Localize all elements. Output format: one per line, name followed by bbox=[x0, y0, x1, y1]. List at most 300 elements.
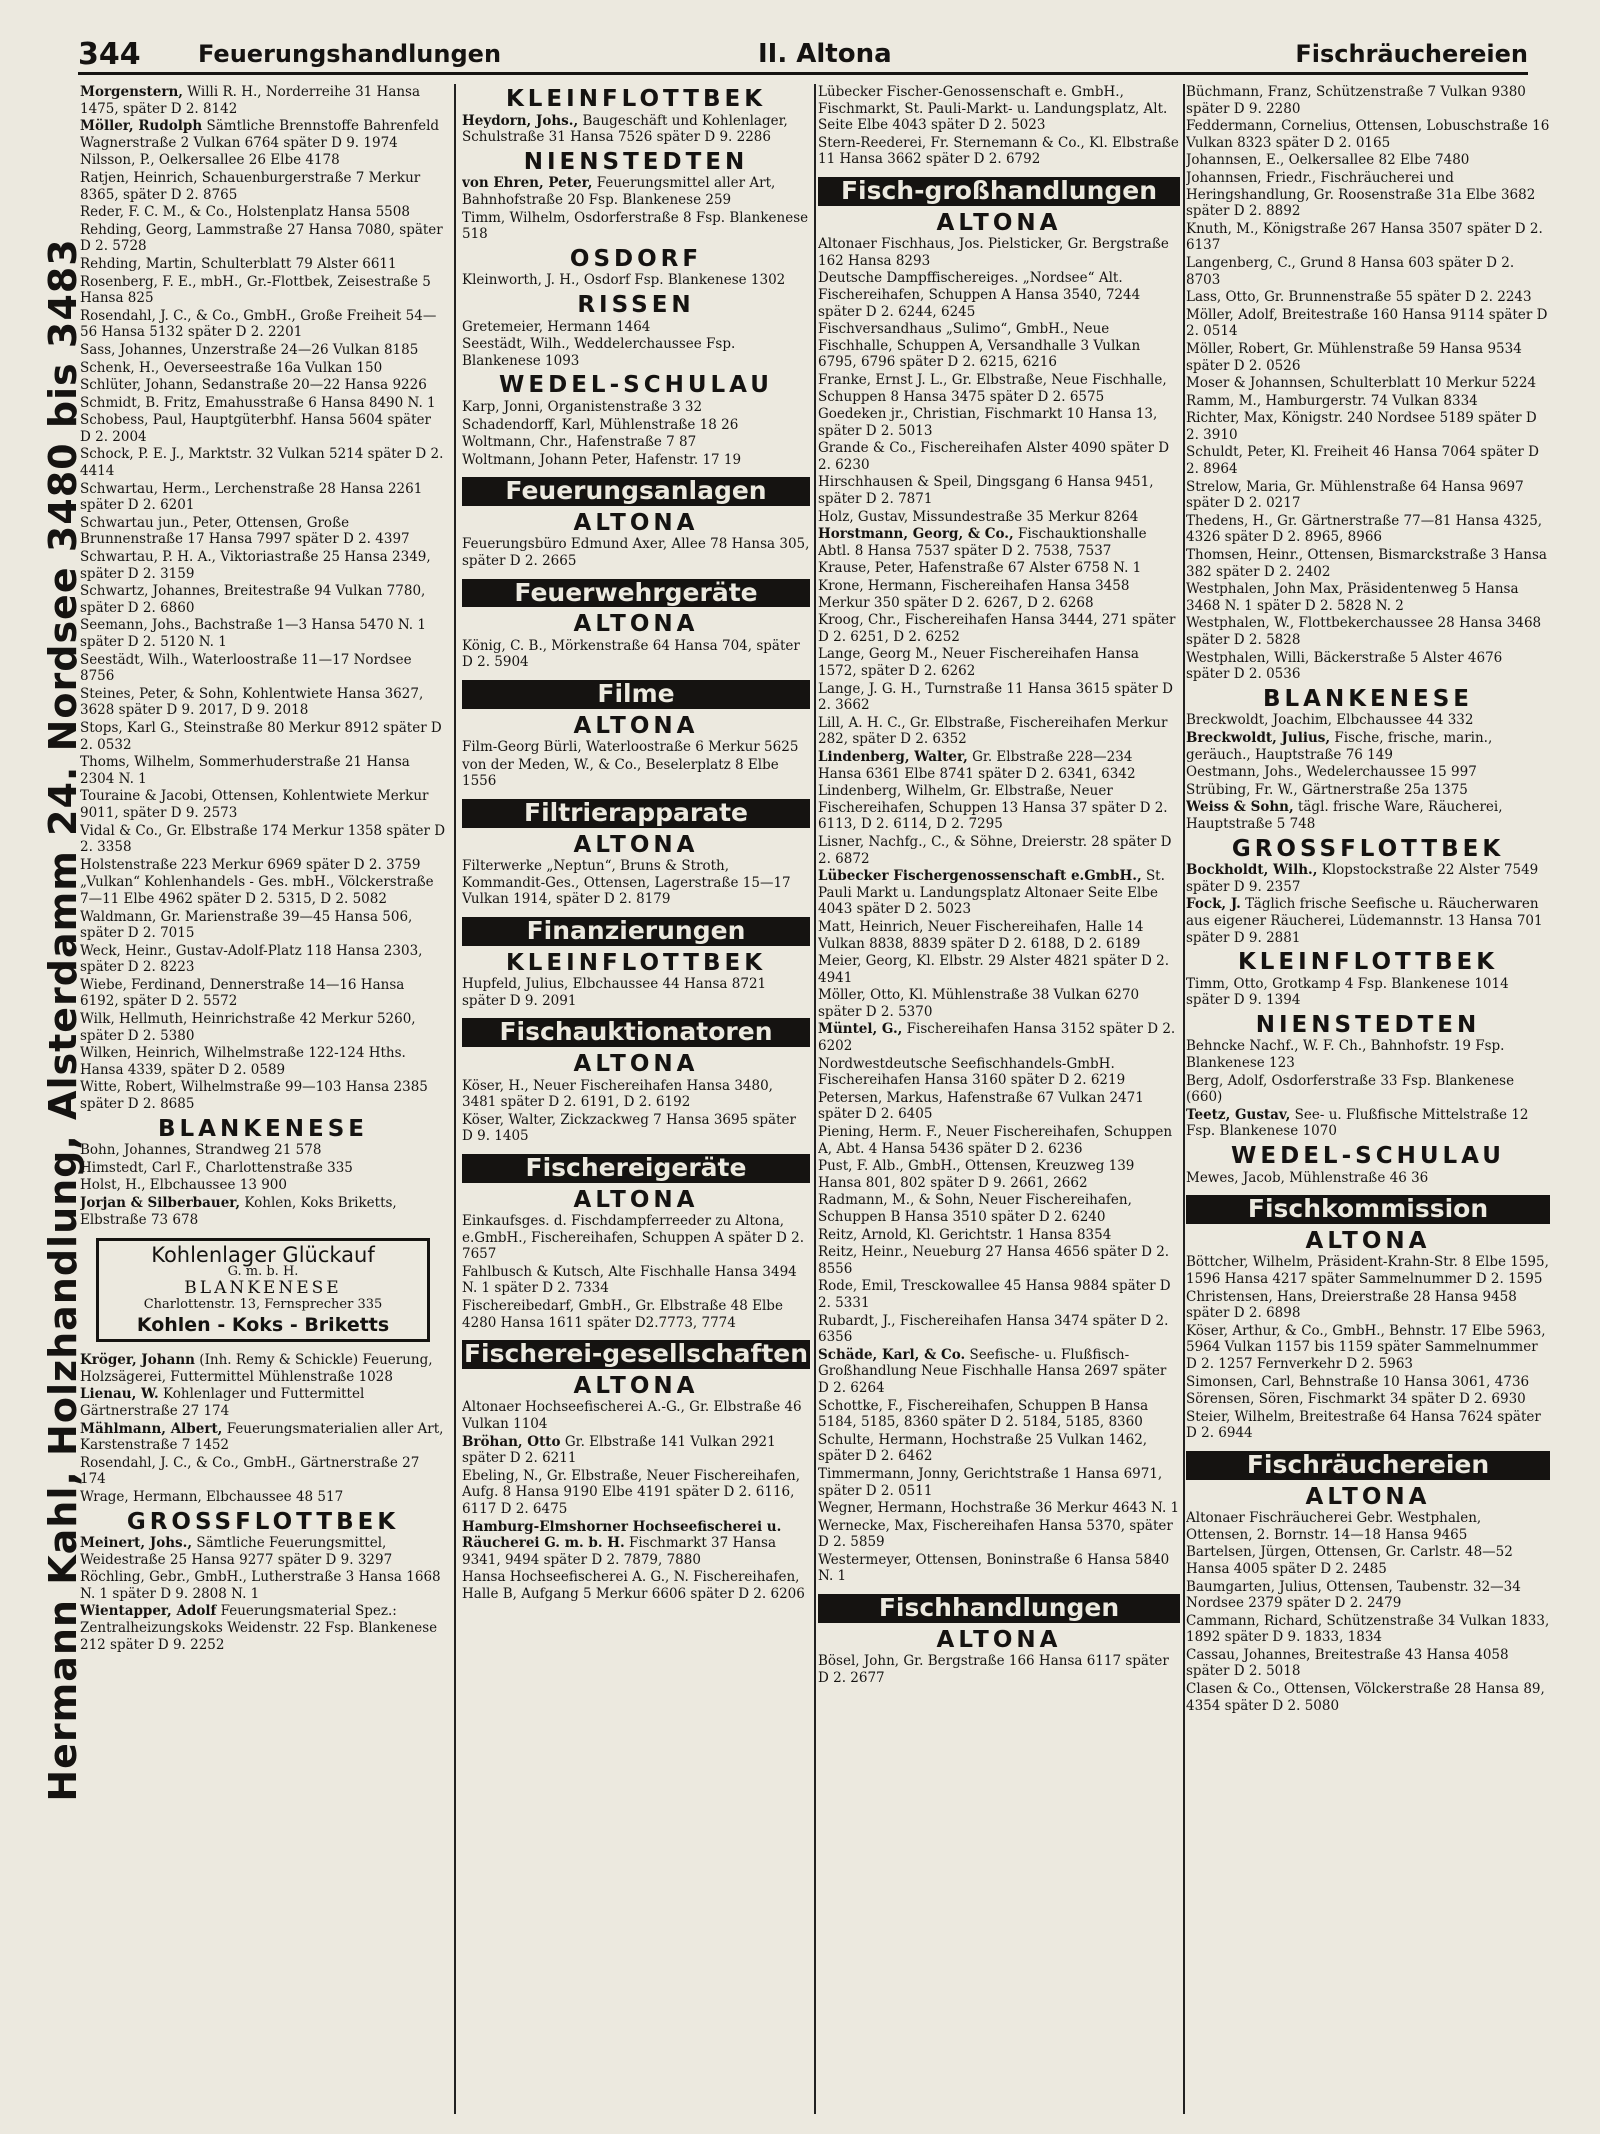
entry-text: Moser & Johannsen, Schulterblatt 10 Merkur 5224 bbox=[1186, 375, 1537, 392]
directory-entry bbox=[462, 1112, 810, 1145]
ad-line: G. m. b. H. bbox=[227, 1263, 299, 1279]
entry-text: Woltmann, Johann Peter, Hafenstr. 17 19 bbox=[462, 451, 742, 468]
entry-text: Franke, Ernst J. L., Gr. Elbstraße, Neue Fischhalle, Schuppen 8 Hansa 3475 später D 2. 6575 bbox=[818, 371, 1167, 405]
directory-entry bbox=[818, 526, 1180, 559]
directory-entry bbox=[1186, 1374, 1550, 1391]
directory-entry bbox=[1186, 255, 1550, 288]
category-title: Fischräuchereien bbox=[1295, 40, 1528, 68]
directory-entry bbox=[1186, 307, 1550, 340]
directory-entry bbox=[818, 1552, 1180, 1585]
entry-text: Ebeling, N., Gr. Elbstraße, Neuer Fischereihafen, Aufg. 8 Hansa 9190 Elbe 4191 später D 2. 6116, 6117 D 2. 6475 bbox=[462, 1467, 801, 1517]
directory-entry bbox=[1186, 799, 1550, 832]
page-header bbox=[78, 36, 1528, 75]
directory-entry bbox=[818, 919, 1180, 952]
entry-name-bold: Horstmann, Georg, & Co., bbox=[818, 526, 1014, 543]
entry-text: Thomsen, Heinr., Ottensen, Bismarckstraße 3 Hansa 382 später D 2. 2402 bbox=[1186, 547, 1547, 580]
directory-entry bbox=[80, 1386, 446, 1419]
entry-text: Sämtliche Feuerungsmittel, Weidestraße 25 Hansa 9277 später D 9. 3297 bbox=[80, 1535, 393, 1568]
directory-entry bbox=[818, 1347, 1180, 1397]
directory-entry bbox=[1186, 896, 1550, 946]
entry-text: von der Meden, W., & Co., Beselerplatz 8 Elbe 1556 bbox=[462, 756, 779, 790]
directory-entry bbox=[80, 583, 446, 616]
column-divider bbox=[454, 84, 456, 2114]
directory-entry bbox=[462, 638, 810, 671]
town-heading: ALTONA bbox=[936, 1626, 1062, 1653]
entry-name-bold: Kröger, Johann bbox=[80, 1352, 195, 1369]
category-heading: Filtrierapparate bbox=[462, 799, 810, 828]
directory-entry bbox=[80, 308, 446, 341]
entry-text: Einkaufsges. d. Fischdampferreeder zu Altona, e.GmbH., Fischereihafen, Schuppen A später D 2. 7657 bbox=[462, 1213, 805, 1263]
category-heading: Fisch-großhandlungen bbox=[818, 177, 1180, 206]
entry-name-bold: Lübecker Fischergenossenschaft e.GmbH., bbox=[818, 868, 1142, 885]
entry-text: Lisner, Nachfg., C., & Söhne, Dreierstr. 28 später D 2. 6872 bbox=[818, 833, 1172, 867]
town-heading: WEDEL-SCHULAU bbox=[499, 372, 773, 399]
directory-entry bbox=[1186, 1579, 1550, 1612]
directory-entry bbox=[1186, 782, 1550, 799]
town-heading: BLANKENESE bbox=[1262, 685, 1473, 712]
entry-name-bold: Jorjan & Silberbauer, bbox=[80, 1195, 241, 1211]
column-divider bbox=[814, 84, 816, 2114]
directory-entry bbox=[462, 1519, 810, 1569]
town-heading: KLEINFLOTTBEK bbox=[505, 949, 767, 976]
directory-entry bbox=[1186, 410, 1550, 443]
directory-entry bbox=[818, 84, 1180, 134]
directory-entry bbox=[462, 113, 810, 146]
entry-text: Witte, Robert, Wilhelmstraße 99—103 Hansa 2385 später D 2. 8685 bbox=[80, 1079, 428, 1113]
entry-text: Waldmann, Gr. Marienstraße 39—45 Hansa 506, später D 2. 7015 bbox=[80, 908, 413, 942]
entry-text: Schwartau, Herm., Lerchenstraße 28 Hansa 2261 später D 2. 6201 bbox=[80, 480, 423, 514]
directory-entry bbox=[462, 210, 810, 243]
entry-text: Westphalen, Willi, Bäckerstraße 5 Alster 4676 später D 2. 0536 bbox=[1186, 649, 1503, 683]
directory-entry bbox=[1186, 764, 1550, 781]
town-heading: KLEINFLOTTBEK bbox=[505, 86, 767, 112]
entry-text: Thoms, Wilhelm, Sommerhuderstraße 21 Hansa 2304 N. 1 bbox=[80, 754, 410, 787]
directory-entry bbox=[80, 360, 446, 377]
entry-name-bold: Schäde, Karl, & Co. bbox=[818, 1346, 966, 1363]
directory-entry bbox=[462, 1078, 810, 1111]
town-heading: ALTONA bbox=[573, 1186, 699, 1213]
entry-text: Wilken, Heinrich, Wilhelmstraße 122-124 Hths. Hansa 4339, später D 2. 0589 bbox=[80, 1045, 406, 1078]
directory-entry bbox=[1186, 581, 1550, 614]
entry-text: Hupfeld, Julius, Elbchaussee 44 Hansa 8721 später D 9. 2091 bbox=[462, 976, 767, 1009]
category-heading: Filme bbox=[462, 680, 810, 709]
directory-entry bbox=[80, 549, 446, 582]
town-heading: ALTONA bbox=[573, 1372, 699, 1399]
directory-entry bbox=[818, 321, 1180, 371]
directory-entry bbox=[1186, 730, 1550, 763]
directory-entry bbox=[818, 834, 1180, 867]
entry-text: St. Pauli Markt u. Landungsplatz Altonaer Seite Elbe 4043 später D 2. 5023 bbox=[818, 868, 1165, 918]
directory-entry bbox=[1186, 1647, 1550, 1680]
entry-text: Klopstockstraße 22 Alster 7549 später D 9. 2357 bbox=[1186, 862, 1539, 895]
directory-entry bbox=[818, 783, 1180, 833]
entry-text: Timm, Otto, Grotkamp 4 Fsp. Blankenese 1014 später D 9. 1394 bbox=[1186, 975, 1509, 1009]
directory-entry bbox=[80, 617, 446, 650]
directory-entry bbox=[818, 406, 1180, 439]
entry-text: Filterwerke „Neptun“, Bruns & Stroth, Kommandit-Ges., Ottensen, Lagerstraße 15—17 Vulkan 1914, später D 2. 8179 bbox=[462, 858, 791, 908]
directory-entry bbox=[818, 1124, 1180, 1157]
category-heading: Feuerungsanlagen bbox=[462, 477, 810, 506]
entry-text: Seemann, Johs., Bachstraße 1—3 Hansa 5470 N. 1 später D 2. 5120 N. 1 bbox=[80, 617, 426, 650]
directory-entry bbox=[818, 236, 1180, 269]
side-ad-text: Hermann Kahl, Holzhandlung, Alsterdamm 24. Nordsee 3480 bis 3483 bbox=[41, 238, 85, 1802]
directory-entry bbox=[462, 452, 810, 469]
entry-text: Köser, Arthur, & Co., GmbH., Behnstr. 17 Elbe 5963, 5964 Vulkan 1157 bis 1159 später Sammelnummer D 2. 1257 Fernverkehr D 2. 5963 bbox=[1186, 1322, 1546, 1372]
entry-text: Kohlen, Koks Briketts, Elbstraße 73 678 bbox=[80, 1195, 397, 1228]
directory-entry bbox=[1186, 712, 1550, 729]
entry-text: Fischmarkt 37 Hansa 9341, 9494 später D 2. 7879, 7880 bbox=[462, 1535, 777, 1568]
entry-text: König, C. B., Mörkenstraße 64 Hansa 704, später D 2. 5904 bbox=[462, 637, 800, 671]
directory-entry bbox=[818, 1090, 1180, 1123]
directory-entry bbox=[80, 788, 446, 821]
entry-text: Mewes, Jacob, Mühlenstraße 46 36 bbox=[1186, 1169, 1429, 1186]
directory-entry bbox=[80, 1011, 446, 1044]
directory-entry bbox=[818, 509, 1180, 526]
directory-entry bbox=[80, 170, 446, 203]
entry-text: Gr. Elbstraße 228—234 Hansa 6361 Elbe 8741 später D 2. 6341, 6342 bbox=[818, 748, 1136, 782]
entry-name-bold: Morgenstern, bbox=[80, 84, 183, 100]
entry-name-bold: Lindenberg, Walter, bbox=[818, 748, 968, 765]
directory-entry bbox=[1186, 1038, 1550, 1071]
entry-text: Seestädt, Wilh., Waterloostraße 11—17 Nordsee 8756 bbox=[80, 651, 412, 685]
directory-entry bbox=[80, 342, 446, 359]
directory-entry bbox=[80, 1142, 446, 1159]
directory-entry bbox=[80, 909, 446, 942]
directory-entry bbox=[1186, 862, 1550, 895]
entry-text: Schlüter, Johann, Sedanstraße 20—22 Hansa 9226 bbox=[80, 377, 427, 394]
entry-text: Holstenstraße 223 Merkur 6969 später D 2. 3759 bbox=[80, 856, 421, 873]
entry-text: Fischereibedarf, GmbH., Gr. Elbstraße 48 Elbe 4280 Hansa 1611 später D2.7773, 7774 bbox=[462, 1298, 783, 1331]
directory-entry bbox=[80, 377, 446, 394]
entry-text: Feuerungsmittel aller Art, Bahnhofstraße 20 Fsp. Blankenese 259 bbox=[462, 175, 776, 208]
entry-text: Altonaer Fischräucherei Gebr. Westphalen, Ottensen, 2. Bornstr. 14—18 Hansa 9465 bbox=[1186, 1510, 1482, 1543]
directory-entry bbox=[1186, 1409, 1550, 1442]
directory-entry bbox=[80, 652, 446, 685]
directory-entry bbox=[1186, 1170, 1550, 1187]
directory-entry bbox=[1186, 650, 1550, 683]
directory-entry bbox=[462, 417, 810, 434]
directory-entry bbox=[1186, 221, 1550, 254]
entry-text: Himstedt, Carl F., Charlottenstraße 335 bbox=[80, 1159, 353, 1176]
entry-text: Sass, Johannes, Unzerstraße 24—26 Vulkan 8185 bbox=[80, 341, 419, 358]
directory-entry bbox=[1186, 1107, 1550, 1140]
directory-entry bbox=[1186, 1073, 1550, 1106]
directory-entry bbox=[1186, 170, 1550, 220]
directory-entry bbox=[1186, 341, 1550, 374]
entry-text: Reder, F. C. M., & Co., Holstenplatz Hansa 5508 bbox=[80, 204, 410, 221]
entry-text: Strübing, Fr. W., Gärtnerstraße 25a 1375 bbox=[1186, 781, 1468, 798]
directory-entry bbox=[818, 749, 1180, 782]
ad-line: Kohlen - Koks - Briketts bbox=[136, 1313, 390, 1336]
directory-entry bbox=[1186, 615, 1550, 648]
entry-text: Woltmann, Chr., Hafenstraße 7 87 bbox=[462, 434, 697, 451]
entry-text: Fischereihafen Hansa 3152 später D 2. 6202 bbox=[818, 1021, 1176, 1055]
directory-entry bbox=[80, 943, 446, 976]
entry-name-bold: Fock, J. bbox=[1186, 896, 1241, 913]
directory-entry bbox=[80, 1603, 446, 1653]
town-heading: WEDEL-SCHULAU bbox=[1231, 1143, 1505, 1170]
entry-text: Rubardt, J., Fischereihafen Hansa 3474 später D 2. 6356 bbox=[818, 1312, 1169, 1346]
entry-text: Behncke Nachf., W. F. Ch., Bahnhofstr. 19 Fsp. Blankenese 123 bbox=[1186, 1038, 1505, 1072]
entry-text: Simonsen, Carl, Behnstraße 10 Hansa 3061, 4736 bbox=[1186, 1373, 1530, 1390]
directory-entry bbox=[80, 1421, 446, 1454]
directory-entry bbox=[462, 757, 810, 790]
directory-entry bbox=[818, 1653, 1180, 1686]
entry-text: Rehding, Georg, Lammstraße 27 Hansa 7080, später D 2. 5728 bbox=[80, 221, 443, 255]
directory-entry bbox=[80, 412, 446, 445]
entry-text: Pust, F. Alb., GmbH., Ottensen, Kreuzweg 139 Hansa 801, 802 später D 9. 2661, 2662 bbox=[818, 1158, 1135, 1191]
directory-entry bbox=[818, 1158, 1180, 1191]
directory-entry bbox=[80, 84, 446, 117]
directory-entry bbox=[80, 1569, 446, 1602]
directory-entry bbox=[462, 399, 810, 416]
ad-line: Charlottenstr. 13, Fernsprecher 335 bbox=[143, 1296, 383, 1312]
entry-text: Stern-Reederei, Fr. Sternemann & Co., Kl. Elbstraße 11 Hansa 3662 später D 2. 6792 bbox=[818, 134, 1179, 168]
entry-text: Knuth, M., Königstraße 267 Hansa 3507 später D 2. 6137 bbox=[1186, 220, 1543, 254]
entry-text: Lindenberg, Wilhelm, Gr. Elbstraße, Neuer Fischereihafen, Schuppen 13 Hansa 37 später D 2. 6113, D 2. 6114, D 2. 7295 bbox=[818, 783, 1168, 833]
directory-entry bbox=[80, 857, 446, 874]
category-heading: Fischerei-gesellschaften bbox=[463, 1339, 809, 1369]
town-heading: ALTONA bbox=[573, 611, 699, 638]
entry-name-bold: Teetz, Gustav, bbox=[1186, 1106, 1291, 1123]
entry-text: Feuerungsbüro Edmund Axer, Allee 78 Hansa 305, später D 2. 2665 bbox=[462, 536, 810, 570]
entry-text: Holz, Gustav, Missundestraße 35 Merkur 8264 bbox=[818, 508, 1139, 525]
entry-text: Hirschhausen & Speil, Dingsgang 6 Hansa 9451, später D 2. 7871 bbox=[818, 474, 1154, 508]
directory-entry bbox=[80, 481, 446, 514]
entry-text: Weck, Heinr., Gustav-Adolf-Platz 118 Hansa 2303, später D 2. 8223 bbox=[80, 942, 423, 976]
entry-text: Möller, Robert, Gr. Mühlenstraße 59 Hansa 9534 später D 2. 0526 bbox=[1186, 340, 1522, 374]
category-heading: Fischereigeräte bbox=[462, 1154, 810, 1183]
entry-name-bold: Heydorn, Johs., bbox=[462, 112, 579, 129]
entry-text: Meier, Georg, Kl. Elbstr. 29 Alster 4821 später D 2. 4941 bbox=[818, 953, 1169, 986]
entry-text: Fahlbusch & Kutsch, Alte Fischhalle Hansa 3494 N. 1 später D 2. 7334 bbox=[462, 1263, 797, 1297]
directory-entry bbox=[80, 1079, 446, 1112]
directory-entry bbox=[1186, 1613, 1550, 1646]
directory-entry bbox=[80, 118, 446, 151]
directory-entry bbox=[1186, 1254, 1550, 1287]
entry-text: Bösel, John, Gr. Bergstraße 166 Hansa 6117 später D 2. 2677 bbox=[818, 1653, 1169, 1686]
entry-text: Baumgarten, Julius, Ottensen, Taubenstr. 32—34 Nordsee 2379 später D 2. 2479 bbox=[1186, 1578, 1521, 1612]
category-heading: Feuerwehrgeräte bbox=[462, 579, 810, 608]
directory-entry bbox=[80, 1352, 446, 1385]
town-heading: ALTONA bbox=[573, 509, 699, 536]
entry-text: Feddermann, Cornelius, Ottensen, Lobuschstraße 16 Vulkan 8323 später D 2. 0165 bbox=[1186, 118, 1550, 151]
directory-entry bbox=[818, 578, 1180, 611]
entry-text: Clasen & Co., Ottensen, Völckerstraße 28 Hansa 89, 4354 später D 2. 5080 bbox=[1186, 1681, 1545, 1714]
directory-entry bbox=[818, 1056, 1180, 1089]
entry-text: Oestmann, Johs., Wedelerchaussee 15 997 bbox=[1186, 764, 1477, 781]
entry-text: Cammann, Richard, Schützenstraße 34 Vulkan 1833, 1892 später D 9. 1833, 1834 bbox=[1186, 1612, 1550, 1646]
directory-entry bbox=[1186, 1323, 1550, 1373]
directory-entry bbox=[80, 222, 446, 255]
entry-text: Feuerungsmaterialien aller Art, Karstenstraße 7 1452 bbox=[80, 1420, 444, 1454]
entry-text: Wrage, Hermann, Elbchaussee 48 517 bbox=[80, 1488, 344, 1505]
directory-entry bbox=[1186, 1391, 1550, 1408]
directory-entry bbox=[462, 739, 810, 756]
entry-text: Bartelsen, Jürgen, Ottensen, Gr. Carlstr. 48—52 Hansa 4005 später D 2. 2485 bbox=[1186, 1544, 1513, 1577]
category-heading: Fischhandlungen bbox=[818, 1594, 1180, 1623]
entry-text: Matt, Heinrich, Neuer Fischereihafen, Halle 14 Vulkan 8838, 8839 später D 2. 6188, D 2. 6189 bbox=[818, 918, 1144, 952]
town-heading: ALTONA bbox=[573, 831, 699, 858]
directory-entry bbox=[1186, 1681, 1550, 1714]
directory-entry bbox=[462, 434, 810, 451]
directory-entry bbox=[818, 372, 1180, 405]
entry-text: Sämtliche Brennstoffe Bahrenfeld Wagnerstraße 2 Vulkan 6764 später D 9. 1974 bbox=[80, 118, 440, 151]
directory-entry bbox=[80, 1535, 446, 1568]
directory-entry bbox=[80, 874, 446, 907]
entry-text: Timmermann, Jonny, Gerichtstraße 1 Hansa 6971, später D 2. 0511 bbox=[818, 1465, 1163, 1499]
directory-entry bbox=[1186, 547, 1550, 580]
directory-entry bbox=[818, 1192, 1180, 1225]
directory-entry bbox=[80, 823, 446, 856]
entry-name-bold: Mählmann, Albert, bbox=[80, 1420, 223, 1437]
entry-text: Willi R. H., Norderreihe 31 Hansa 1475, später D 2. 8142 bbox=[80, 84, 421, 117]
directory-entry bbox=[1186, 375, 1550, 392]
directory-entry bbox=[818, 1244, 1180, 1277]
entry-text: Feuerungsmaterial Spez.: Zentralheizungskoks Weidenstr. 22 Fsp. Blankenese 212 später D 9. 2252 bbox=[80, 1603, 438, 1653]
directory-entry bbox=[818, 1398, 1180, 1431]
directory-entry bbox=[1186, 84, 1550, 117]
category-heading: Fischkommission bbox=[1186, 1195, 1550, 1224]
column-divider bbox=[1183, 84, 1185, 2114]
town-heading: BLANKENESE bbox=[157, 1115, 368, 1142]
entry-text: Schock, P. E. J., Marktstr. 32 Vulkan 5214 später D 2. 4414 bbox=[80, 446, 444, 480]
town-heading: ALTONA bbox=[1305, 1483, 1431, 1510]
directory-entry bbox=[818, 1278, 1180, 1311]
entry-text: Fischversandhaus „Sulimo“, GmbH., Neue Fischhalle, Schuppen A, Versandhalle 3 Vulkan 6795, 6796 später D 2. 6215, 6216 bbox=[818, 321, 1141, 371]
directory-entry bbox=[818, 474, 1180, 507]
entry-name-bold: von Ehren, Peter, bbox=[462, 175, 593, 192]
entry-text: Deutsche Dampffischereiges. „Nordsee“ Alt. Fischereihafen, Schuppen A Hansa 3540, 7244 später D 2. 6244, 6245 bbox=[818, 270, 1141, 320]
directory-entry bbox=[80, 1195, 446, 1228]
entry-text: Holst, H., Elbchaussee 13 900 bbox=[80, 1177, 287, 1194]
directory-entry bbox=[1186, 444, 1550, 477]
entry-text: Steines, Peter, & Sohn, Kohlentwiete Hansa 3627, 3628 später D 9. 2017, D 9. 2018 bbox=[80, 685, 424, 719]
entry-name-bold: Hamburg-Elmshorner Hochseefischerei u. Räucherei G. m. b. H. bbox=[462, 1518, 782, 1552]
entry-text: Kleinworth, J. H., Osdorf Fsp. Blankenese 1302 bbox=[462, 272, 786, 289]
directory-entry bbox=[818, 715, 1180, 748]
directory-entry bbox=[462, 336, 810, 369]
entry-text: Breckwoldt, Joachim, Elbchaussee 44 332 bbox=[1186, 712, 1474, 729]
advertisement-box bbox=[96, 1238, 430, 1342]
directory-entry bbox=[818, 1227, 1180, 1244]
entry-text: Nordwestdeutsche Seefischhandels-GmbH. Fischereihafen Hansa 3160 später D 2. 6219 bbox=[818, 1055, 1126, 1089]
entry-text: Altonaer Hochseefischerei A.-G., Gr. Elbstraße 46 Vulkan 1104 bbox=[462, 1399, 802, 1433]
entry-text: Kroog, Chr., Fischereihafen Hansa 3444, 271 später D 2. 6251, D 2. 6252 bbox=[818, 612, 1176, 645]
directory-entry bbox=[1186, 1544, 1550, 1577]
entry-text: Köser, Walter, Zickzackweg 7 Hansa 3695 später D 9. 1405 bbox=[462, 1111, 796, 1145]
directory-entry bbox=[1186, 289, 1550, 306]
entry-text: Hansa Hochseefischerei A. G., N. Fischereihafen, Halle B, Aufgang 5 Merkur 6606 später D 2. 6206 bbox=[462, 1569, 805, 1602]
directory-entry bbox=[80, 1045, 446, 1078]
directory-entry bbox=[1186, 976, 1550, 1009]
entry-text: Sörensen, Sören, Fischmarkt 34 später D 2. 6930 bbox=[1186, 1391, 1526, 1408]
directory-entry bbox=[80, 446, 446, 479]
directory-entry bbox=[462, 319, 810, 336]
entry-name-bold: Müntel, G., bbox=[818, 1021, 903, 1038]
entry-text: Goedeken jr., Christian, Fischmarkt 10 Hansa 13, später D 2. 5013 bbox=[818, 406, 1158, 439]
entry-text: Richter, Max, Königstr. 240 Nordsee 5189 später D 2. 3910 bbox=[1186, 410, 1537, 443]
entry-text: Rehding, Martin, Schulterblatt 79 Alster 6611 bbox=[80, 255, 397, 272]
entry-text: Thedens, H., Gr. Gärtnerstraße 77—81 Hansa 4325, 4326 später D 2. 8965, 8966 bbox=[1186, 512, 1543, 546]
directory-entry bbox=[80, 1160, 446, 1177]
directory-entry bbox=[80, 1177, 446, 1194]
directory-entry bbox=[462, 272, 810, 289]
entry-text: Täglich frische Seefische u. Räucherwaren aus eigener Räucherei, Lüdemannstr. 13 Hansa 701 später D 9. 2881 bbox=[1186, 896, 1543, 946]
town-heading: ALTONA bbox=[1305, 1227, 1431, 1254]
column-1 bbox=[80, 84, 446, 2114]
directory-entry bbox=[818, 1021, 1180, 1054]
entry-text: Schulte, Hermann, Hochstraße 25 Vulkan 1462, später D 2. 6462 bbox=[818, 1431, 1148, 1465]
town-heading: ALTONA bbox=[573, 1050, 699, 1077]
entry-text: Westphalen, W., Flottbekerchaussee 28 Hansa 3468 später D 2. 5828 bbox=[1186, 615, 1542, 648]
entry-text: Schottke, F., Fischereihafen, Schuppen B Hansa 5184, 5185, 8360 später D 2. 5184, 5185, 8360 bbox=[818, 1397, 1149, 1431]
directory-entry bbox=[80, 754, 446, 787]
entry-text: Schwartz, Johannes, Breitestraße 94 Vulkan 7780, später D 2. 6860 bbox=[80, 583, 426, 616]
entry-text: Ratjen, Heinrich, Schauenburgerstraße 7 Merkur 8365, später D 2. 8765 bbox=[80, 169, 421, 203]
entry-text: Büchmann, Franz, Schützenstraße 7 Vulkan 9380 später D 9. 2280 bbox=[1186, 84, 1526, 117]
category-heading: Fischauktionatoren bbox=[462, 1018, 810, 1047]
entry-text: Wegner, Hermann, Hochstraße 36 Merkur 4643 N. 1 bbox=[818, 1500, 1180, 1517]
entry-text: Altonaer Fischhaus, Jos. Pielsticker, Gr. Bergstraße 162 Hansa 8293 bbox=[818, 236, 1169, 269]
entry-text: Ramm, M., Hamburgerstr. 74 Vulkan 8334 bbox=[1186, 392, 1478, 409]
entry-text: Timm, Wilhelm, Osdorferstraße 8 Fsp. Blankenese 518 bbox=[462, 209, 809, 243]
entry-text: Schenk, H., Oeverseestraße 16a Vulkan 150 bbox=[80, 359, 383, 376]
ad-line: Kohlenlager Glückauf bbox=[151, 1243, 375, 1268]
directory-entry bbox=[462, 1213, 810, 1263]
entry-text: Rode, Emil, Tresckowallee 45 Hansa 9884 später D 2. 5331 bbox=[818, 1278, 1171, 1311]
directory-entry bbox=[1186, 1289, 1550, 1322]
entry-name-bold: Bockholdt, Wilh., bbox=[1186, 862, 1318, 879]
page-number: 344 bbox=[78, 36, 141, 72]
directory-entry bbox=[80, 274, 446, 307]
entry-text: Reitz, Heinr., Neueburg 27 Hansa 4656 später D 2. 8556 bbox=[818, 1244, 1170, 1277]
entry-text: Stops, Karl G., Steinstraße 80 Merkur 8912 später D 2. 0532 bbox=[80, 719, 442, 753]
directory-entry bbox=[818, 560, 1180, 577]
category-heading: Finanzierungen bbox=[462, 917, 810, 946]
column-2 bbox=[462, 84, 810, 2114]
entry-text: Bohn, Johannes, Strandweg 21 578 bbox=[80, 1142, 322, 1159]
entry-text: „Vulkan“ Kohlenhandels - Ges. mbH., Völckerstraße 7—11 Elbe 4962 später D 2. 5315, D 2. 5082 bbox=[80, 874, 434, 907]
entry-text: Petersen, Markus, Hafenstraße 67 Vulkan 2471 später D 2. 6405 bbox=[818, 1089, 1144, 1123]
directory-entry bbox=[80, 515, 446, 548]
directory-entry bbox=[462, 1298, 810, 1331]
entry-text: Röchling, Gebr., GmbH., Lutherstraße 3 Hansa 1668 N. 1 später D 9. 2808 N. 1 bbox=[80, 1569, 441, 1602]
entry-text: Langenberg, C., Grund 8 Hansa 603 später D 2. 8703 bbox=[1186, 254, 1515, 288]
entry-text: Schadendorff, Karl, Mühlenstraße 18 26 bbox=[462, 416, 739, 433]
directory-entry bbox=[818, 1466, 1180, 1499]
entry-text: Berg, Adolf, Osdorferstraße 33 Fsp. Blankenese (660) bbox=[1186, 1072, 1515, 1106]
directory-entry bbox=[462, 1468, 810, 1518]
directory-entry bbox=[818, 953, 1180, 986]
entry-text: Johannsen, Friedr., Fischräucherei und Heringshandlung, Gr. Roosenstraße 31a Elbe 3682 später D 2. 8892 bbox=[1186, 169, 1536, 220]
directory-entry bbox=[818, 135, 1180, 168]
town-heading: ALTONA bbox=[573, 712, 699, 739]
directory-entry bbox=[462, 858, 810, 908]
directory-entry bbox=[818, 1518, 1180, 1551]
entry-name-bold: Meinert, Johs., bbox=[80, 1535, 193, 1552]
directory-entry bbox=[80, 204, 446, 221]
entry-name-bold: Lienau, W. bbox=[80, 1386, 159, 1403]
entry-text: Lübecker Fischer-Genossenschaft e. GmbH., Fischmarkt, St. Pauli-Markt- u. Landungsplatz, Alt. Seite Elbe 4043 später D 2. 5023 bbox=[818, 84, 1168, 134]
entry-text: Strelow, Maria, Gr. Mühlenstraße 64 Hansa 9697 später D 2. 0217 bbox=[1186, 478, 1524, 512]
entry-text: Grande & Co., Fischereihafen Alster 4090 später D 2. 6230 bbox=[818, 440, 1170, 473]
entry-text: Möller, Otto, Kl. Mühlenstraße 38 Vulkan 6270 später D 2. 5370 bbox=[818, 987, 1140, 1020]
entry-text: Wernecke, Max, Fischereihafen Hansa 5370, später D 2. 5859 bbox=[818, 1517, 1173, 1551]
directory-entry bbox=[818, 1432, 1180, 1465]
directory-entry bbox=[80, 1455, 446, 1488]
entry-text: Cassau, Johannes, Breitestraße 43 Hansa 4058 später D 2. 5018 bbox=[1186, 1646, 1509, 1680]
